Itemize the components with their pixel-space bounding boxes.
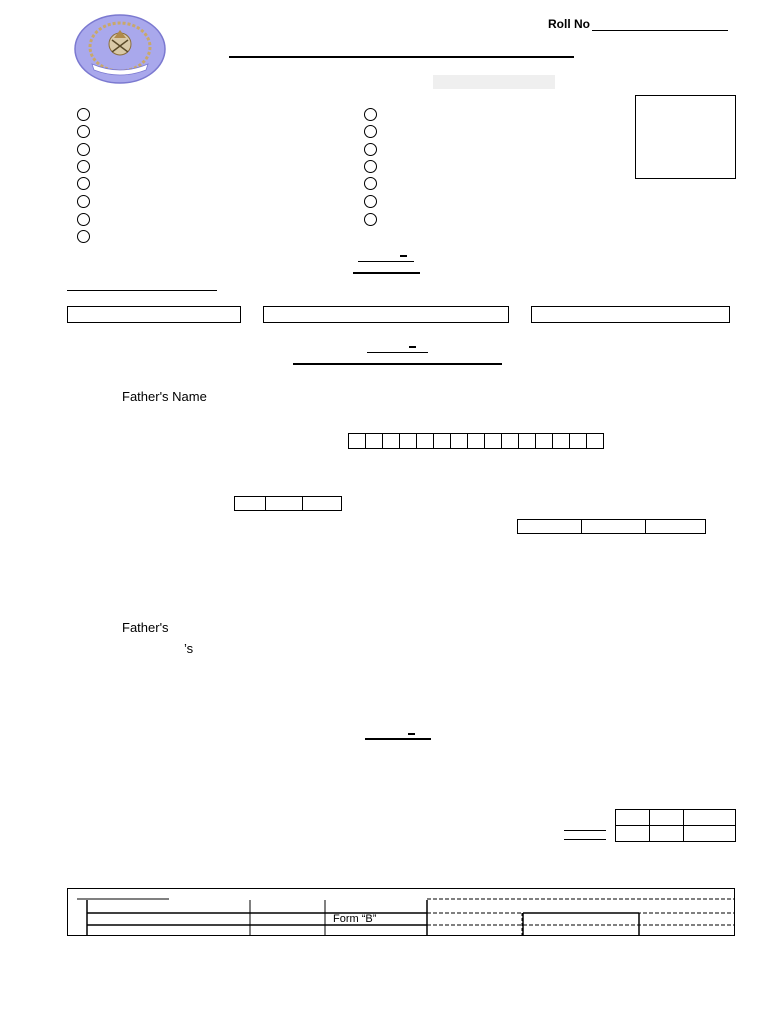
char-box[interactable] (433, 433, 451, 449)
character-box-row[interactable] (348, 433, 604, 449)
office-grid (67, 888, 735, 936)
option-radio[interactable] (77, 195, 90, 208)
date-box[interactable] (517, 519, 582, 534)
date-box[interactable] (645, 519, 706, 534)
char-box[interactable] (552, 433, 570, 449)
table-cell[interactable] (649, 825, 684, 842)
text-field[interactable] (67, 306, 241, 323)
option-radio[interactable] (364, 213, 377, 226)
heading-dash (409, 346, 416, 348)
table-cell[interactable] (683, 809, 736, 826)
heading-underline (367, 352, 428, 353)
char-box[interactable] (586, 433, 604, 449)
date-box[interactable] (581, 519, 646, 534)
char-box[interactable] (501, 433, 519, 449)
char-box[interactable] (348, 433, 366, 449)
roll-no-field[interactable] (592, 30, 728, 31)
text-field[interactable] (263, 306, 509, 323)
table-cell[interactable] (683, 825, 736, 842)
option-radio[interactable] (364, 177, 377, 190)
option-radio[interactable] (364, 125, 377, 138)
option-radio[interactable] (77, 177, 90, 190)
photo-box (635, 95, 736, 179)
apostrophe-s-label: ’s (184, 641, 194, 656)
form-b-label: Form “B” (333, 913, 377, 925)
option-radio[interactable] (77, 160, 90, 173)
form-title-underline (229, 56, 574, 58)
option-radio[interactable] (364, 108, 377, 121)
date-box[interactable] (302, 496, 342, 511)
char-box[interactable] (450, 433, 468, 449)
char-box[interactable] (416, 433, 434, 449)
heading-dash (408, 733, 415, 735)
roll-no-label: Roll No (548, 17, 590, 31)
logo (74, 14, 166, 84)
char-box[interactable] (535, 433, 553, 449)
date-box-row[interactable] (517, 519, 706, 534)
highlight-bar (433, 75, 555, 89)
option-radio[interactable] (364, 160, 377, 173)
fathers-name-label: Father's Name (122, 389, 207, 404)
char-box[interactable] (569, 433, 587, 449)
char-box[interactable] (467, 433, 485, 449)
field-underline (564, 839, 606, 840)
heading-dash (400, 255, 407, 257)
date-box-row[interactable] (234, 496, 342, 511)
heading-underline (293, 363, 502, 365)
char-box[interactable] (518, 433, 536, 449)
table-cell[interactable] (615, 825, 650, 842)
date-box[interactable] (265, 496, 303, 511)
option-radio[interactable] (364, 195, 377, 208)
fathers-label: Father's (122, 620, 169, 635)
char-box[interactable] (382, 433, 400, 449)
table-cell[interactable] (649, 809, 684, 826)
option-radio[interactable] (77, 230, 90, 243)
office-use-box (67, 888, 735, 936)
small-table (615, 809, 736, 841)
table-cell[interactable] (615, 809, 650, 826)
char-box[interactable] (365, 433, 383, 449)
heading-underline (358, 261, 414, 262)
option-radio[interactable] (77, 213, 90, 226)
field-underline (564, 830, 606, 831)
char-box[interactable] (484, 433, 502, 449)
option-radio[interactable] (77, 143, 90, 156)
subheading-underline (67, 290, 217, 291)
option-radio[interactable] (364, 143, 377, 156)
char-box[interactable] (399, 433, 417, 449)
heading-underline (353, 272, 420, 274)
heading-underline (365, 738, 431, 740)
option-radio[interactable] (77, 108, 90, 121)
college-crest-icon (74, 14, 166, 84)
date-box[interactable] (234, 496, 266, 511)
option-radio[interactable] (77, 125, 90, 138)
text-field[interactable] (531, 306, 730, 323)
